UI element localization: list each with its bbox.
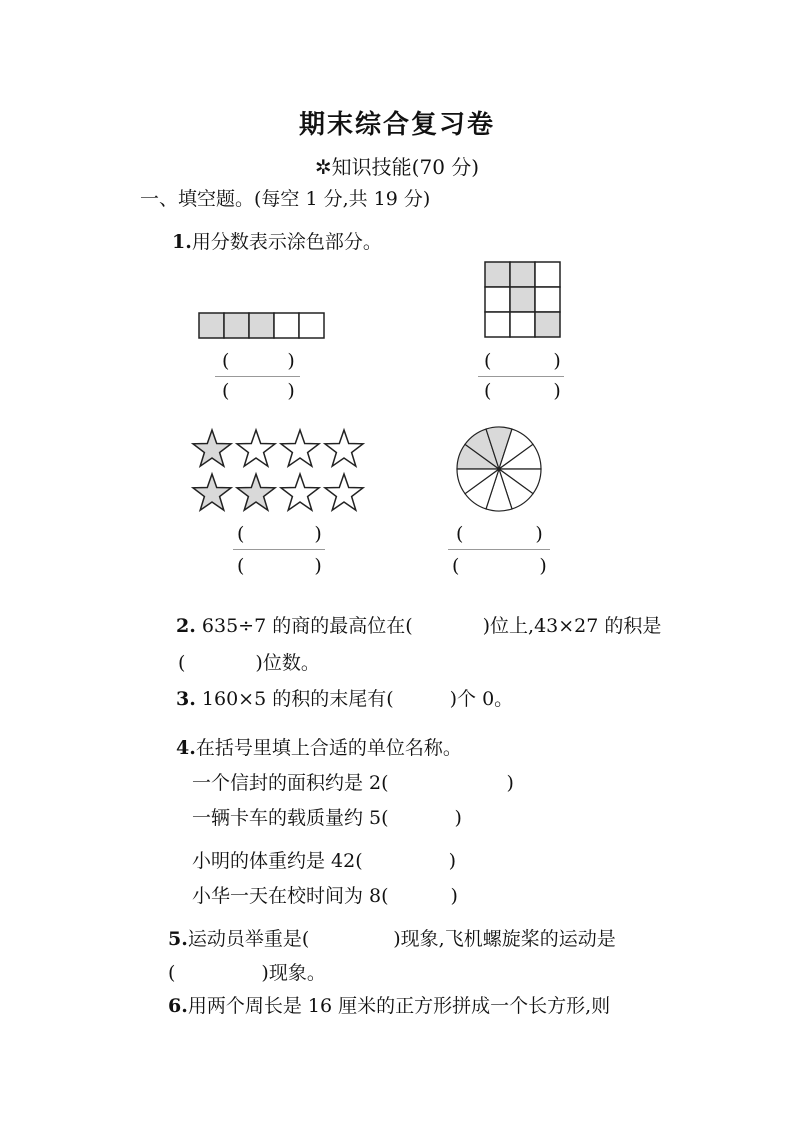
question-4 (176, 733, 462, 760)
page-title: 期末综合复习卷 (298, 110, 495, 140)
question-5 (168, 924, 616, 951)
question-number: 6. (168, 995, 188, 1017)
star (237, 430, 275, 466)
star (325, 474, 363, 510)
section-heading: 一、填空题。(每空 1 分,共 19 分) (140, 188, 431, 210)
strip-cell (274, 313, 299, 338)
strip-cell (299, 313, 324, 338)
fraction-bar (215, 376, 300, 377)
fraction-bar (233, 549, 325, 550)
grid-cell (535, 287, 560, 312)
fraction-bar (478, 376, 564, 377)
question-3 (176, 684, 513, 711)
paren-close: ) (506, 772, 514, 794)
item-text: 小明的体重约是 42( (192, 850, 363, 872)
question-4-item (192, 846, 456, 873)
question-number: 2. (176, 615, 196, 637)
item-text: 一个信封的面积约是 2( (192, 772, 389, 794)
grid-cell-shaded (510, 287, 535, 312)
paren-close: ) (454, 807, 462, 829)
circle-figure (455, 425, 543, 513)
star-shaded (193, 430, 231, 466)
question-text: )个 0。 (449, 688, 514, 710)
question-text: )现象。 (261, 962, 326, 984)
section-subtitle: ✲知识技能(70 分) (314, 155, 480, 179)
grid-cell-shaded (485, 262, 510, 287)
grid-cell (485, 287, 510, 312)
grid-figure (484, 261, 564, 341)
question-4-item (192, 768, 514, 795)
question-1 (172, 227, 382, 254)
star-shaded (237, 474, 275, 510)
question-6 (168, 991, 610, 1018)
grid-cell-shaded (510, 262, 535, 287)
question-text: )位数。 (255, 652, 320, 674)
grid-cell (510, 312, 535, 337)
question-text: 用分数表示涂色部分。 (191, 231, 382, 253)
fraction-denominator-blank[interactable]: ( ) (484, 380, 561, 402)
fraction-numerator-blank[interactable]: ( ) (222, 350, 295, 372)
star (281, 430, 319, 466)
fraction-denominator-blank[interactable]: ( ) (222, 380, 295, 402)
fraction-numerator-blank[interactable]: ( ) (484, 350, 561, 372)
question-number: 3. (176, 688, 196, 710)
paren-open: ( (168, 962, 176, 984)
question-number: 4. (176, 737, 196, 759)
question-text: 635÷7 的商的最高位在( (201, 615, 413, 637)
fraction-denominator-blank[interactable]: ( ) (237, 555, 322, 577)
grid-cell (535, 262, 560, 287)
question-4-item (192, 881, 458, 908)
question-number: 1. (172, 231, 192, 253)
strip-cell-shaded (199, 313, 224, 338)
question-number: 5. (168, 928, 188, 950)
fraction-denominator-blank[interactable]: ( ) (452, 555, 547, 577)
item-text: 一辆卡车的载质量约 5( (192, 807, 389, 829)
grid-cell-shaded (535, 312, 560, 337)
question-5-line2 (168, 958, 326, 985)
star (325, 430, 363, 466)
question-2-line2 (178, 648, 320, 675)
fraction-bar (448, 549, 550, 550)
question-text: )现象,飞机螺旋桨的运动是 (393, 928, 616, 950)
paren-close: ) (448, 850, 457, 872)
question-4-item (192, 803, 462, 830)
strip-cell-shaded (249, 313, 274, 338)
question-text: )位上,43×27 的积是 (482, 615, 662, 637)
stars-figure (190, 428, 370, 516)
star (281, 474, 319, 510)
paren-close: ) (450, 885, 458, 907)
star-shaded (193, 474, 231, 510)
question-text: 运动员举重是( (187, 928, 310, 950)
question-2 (176, 611, 661, 638)
fraction-numerator-blank[interactable]: ( ) (456, 523, 543, 545)
question-text: 在括号里填上合适的单位名称。 (195, 737, 462, 759)
fraction-numerator-blank[interactable]: ( ) (237, 523, 322, 545)
strip-figure (198, 312, 328, 340)
question-text: 用两个周长是 16 厘米的正方形拼成一个长方形,则 (187, 995, 611, 1017)
item-text: 小华一天在校时间为 8( (192, 885, 389, 907)
strip-cell-shaded (224, 313, 249, 338)
grid-cell (485, 312, 510, 337)
paren-open: ( (178, 652, 186, 674)
question-text: 160×5 的积的末尾有( (201, 688, 394, 710)
